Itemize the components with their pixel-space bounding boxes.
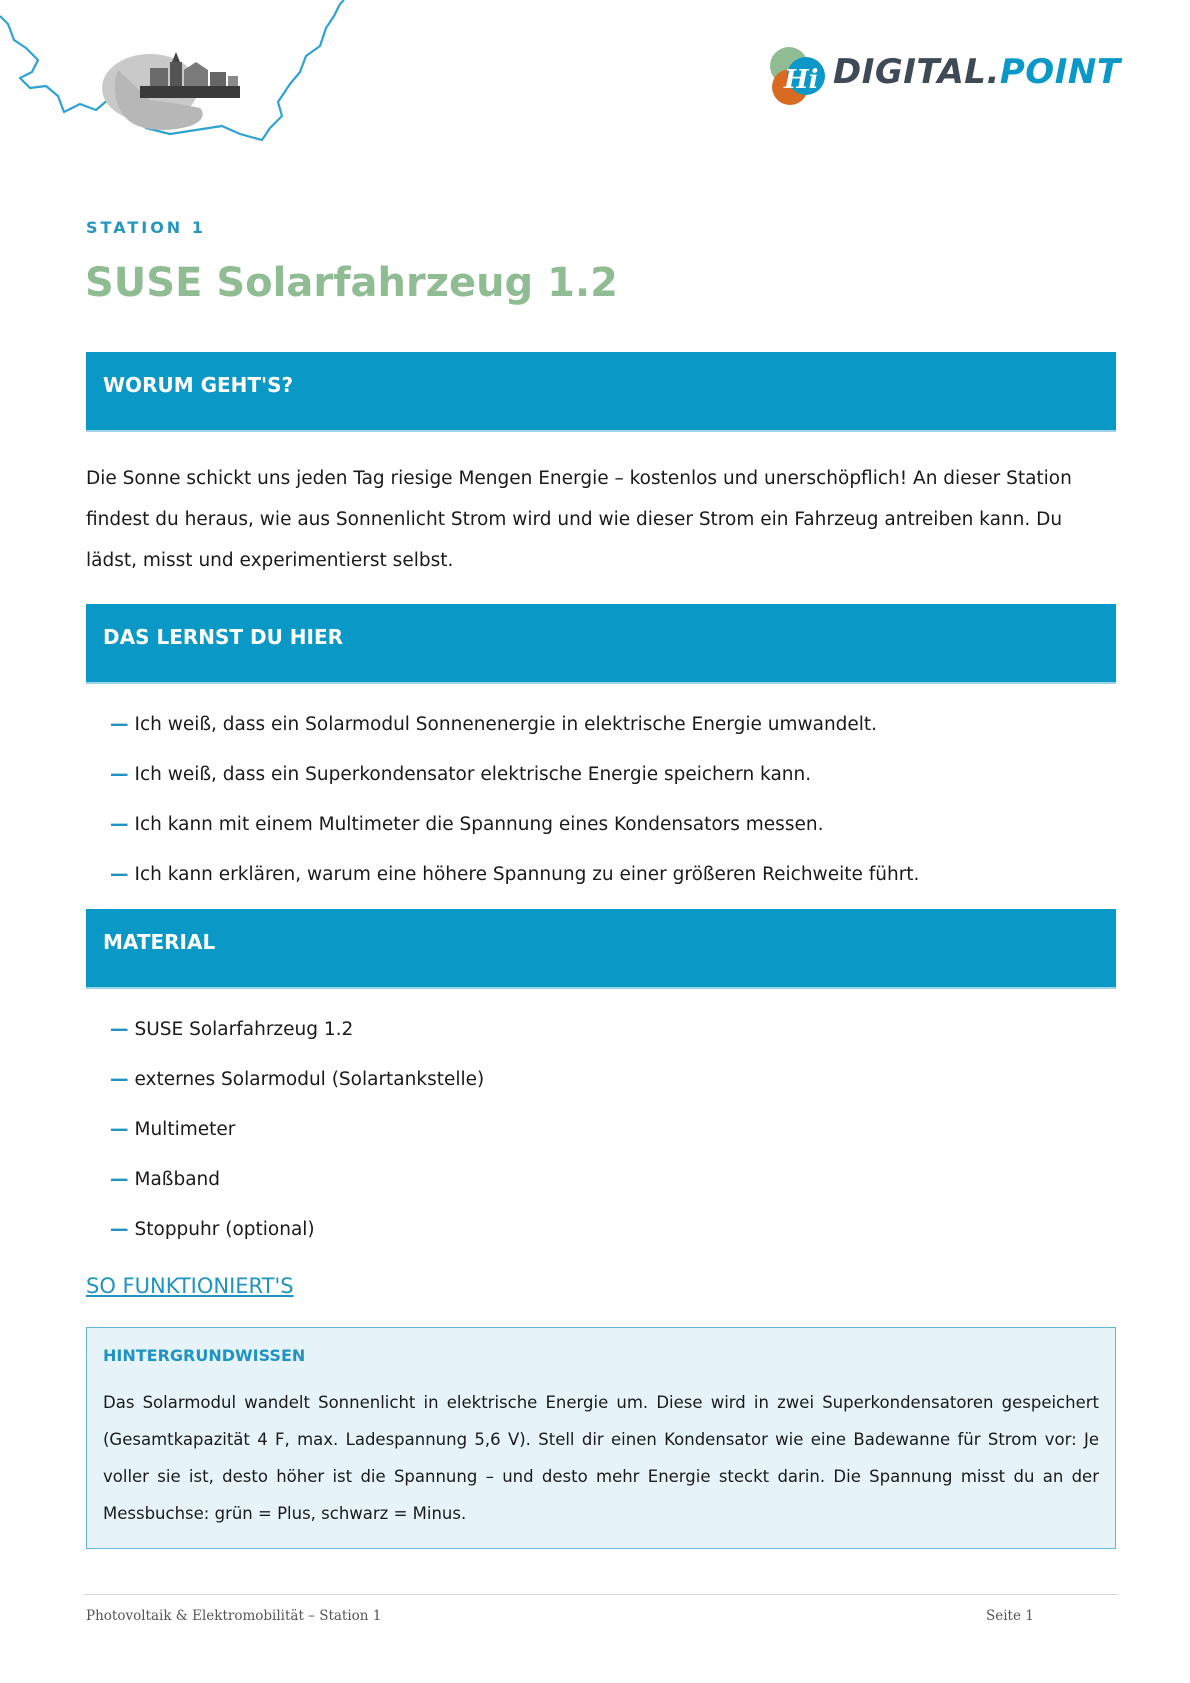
learning-goals-list (110, 711, 919, 911)
section-title-lernziele: DAS LERNST DU HIER (103, 625, 344, 649)
bullet-dash-icon: — (110, 1119, 129, 1140)
section-title-material: MATERIAL (103, 930, 216, 954)
section-header-material (86, 909, 1116, 987)
background-text: Das Solarmodul wandelt Sonnenlicht in elektrische Energie um. Diese wird in zwei Superkondensatoren gespeichert (Gesamtkapazität 4 F, max. Ladespannung 5,6 V). Stell dir einen Kondensator wie eine Badewanne für Strom vor: Je voller sie ist, desto höher ist die Spannung – und desto mehr Energie steckt darin. Die Spannung misst du an der Messbuchse: grün = Plus, schwarz = Minus. (103, 1393, 1099, 1523)
background-heading: HINTERGRUNDWISSEN (103, 1346, 306, 1365)
bullet-dash-icon: — (110, 714, 129, 735)
bullet-dash-icon: — (110, 814, 129, 835)
logo-wordmark (833, 52, 1121, 92)
map-hand-illustration (0, 0, 370, 150)
page-title: SUSE Solarfahrzeug 1.2 (85, 260, 618, 306)
digital-point-logo (766, 44, 1126, 110)
list-item (110, 1216, 484, 1266)
so-funktionierts-link[interactable]: SO FUNKTIONIERT'S (86, 1274, 294, 1298)
bullet-dash-icon: — (110, 1169, 129, 1190)
list-item-text: Maßband (134, 1169, 220, 1190)
list-item (110, 761, 919, 811)
list-item-text: Stoppuhr (optional) (134, 1219, 315, 1240)
logo-word-point: POINT (999, 52, 1121, 92)
list-item-text: Ich weiß, dass ein Superkondensator elektrische Energie speichern kann. (134, 764, 812, 785)
list-item (110, 711, 919, 761)
bullet-dash-icon: — (110, 764, 129, 785)
page-number: Seite 1 (986, 1608, 1034, 1624)
list-item (110, 1016, 484, 1066)
footer-divider (84, 1594, 1118, 1595)
logo-circles-icon (766, 44, 832, 110)
list-item (110, 1066, 484, 1116)
bullet-dash-icon: — (110, 1069, 129, 1090)
bullet-dash-icon: — (110, 864, 129, 885)
bullet-dash-icon: — (110, 1019, 129, 1040)
bullet-dash-icon: — (110, 1219, 129, 1240)
list-item-text: SUSE Solarfahrzeug 1.2 (134, 1019, 354, 1040)
list-item-text: Ich weiß, dass ein Solarmodul Sonnenenergie in elektrische Energie umwandelt. (134, 714, 878, 735)
section-header-worum (86, 352, 1116, 430)
footer-title: Photovoltaik & Elektromobilität – Station 1 (86, 1608, 382, 1624)
list-item (110, 1166, 484, 1216)
section-header-lernziele (86, 604, 1116, 682)
list-item-text: Multimeter (134, 1119, 236, 1140)
list-item-text: Ich kann erklären, warum eine höhere Spannung zu einer größeren Reichweite führt. (134, 864, 920, 885)
section-title-worum: WORUM GEHT'S? (103, 373, 294, 397)
list-item-text: Ich kann mit einem Multimeter die Spannung eines Kondensators messen. (134, 814, 824, 835)
list-item-text: externes Solarmodul (Solartankstelle) (134, 1069, 485, 1090)
station-label: STATION 1 (86, 218, 206, 237)
intro-paragraph: Die Sonne schickt uns jeden Tag riesige Mengen Energie – kostenlos und unerschöpflich! An dieser Station findest du heraus, wie aus Sonnenlicht Strom wird und wie dieser Strom ein Fahrzeug antreiben kann. Du lädst, misst und experimentierst selbst. (86, 468, 1072, 571)
logo-word-digital: DIGITAL. (833, 52, 1000, 92)
list-item (110, 811, 919, 861)
logo-badge: Hi (784, 65, 819, 95)
list-item (110, 1116, 484, 1166)
materials-list (110, 1016, 484, 1266)
background-knowledge-box (86, 1327, 1116, 1549)
list-item (110, 861, 919, 911)
